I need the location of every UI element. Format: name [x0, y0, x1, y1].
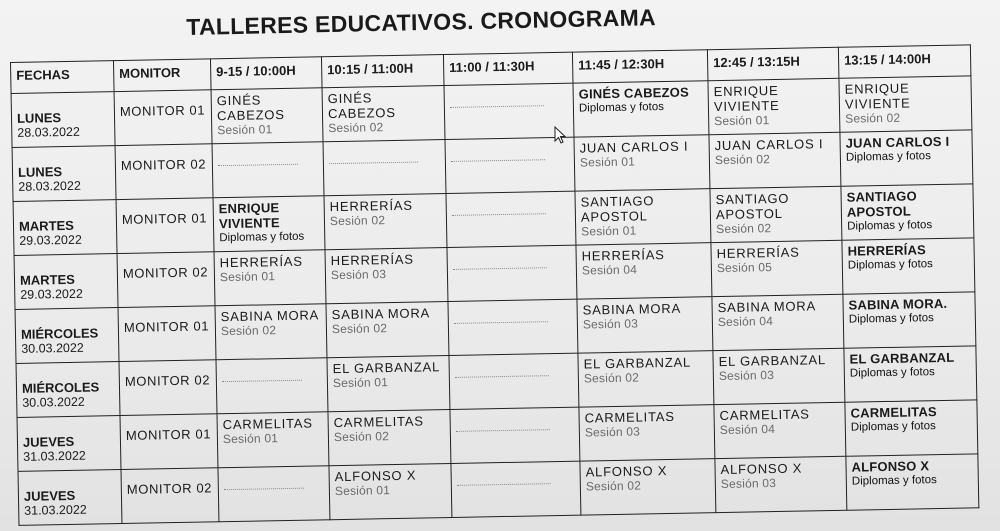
session-label: Sesión 02: [328, 120, 384, 136]
header-slot-5: 12:45 / 13:15H: [707, 47, 839, 80]
session-cell: [216, 358, 328, 414]
schedule-table: [10, 44, 979, 526]
school-name: SABINA MORA.: [848, 295, 948, 313]
day-label: LUNES: [16, 110, 62, 126]
session-cell: [449, 353, 579, 409]
monitor-label: MONITOR 02: [126, 480, 213, 497]
session-label: Sesión 01: [334, 483, 391, 499]
day-label: JUEVES: [22, 433, 75, 450]
session-label: Sesión 03: [582, 316, 639, 332]
session-cell: [575, 189, 711, 245]
monitor-cell: [118, 306, 216, 362]
monitor-cell: [114, 90, 212, 146]
diplomas-label: Diplomas y fotos: [847, 258, 933, 272]
date-cell: [11, 92, 115, 148]
diplomas-label: Diplomas y fotos: [849, 366, 935, 380]
session-label: Sesión 01: [581, 223, 637, 239]
schedule-body: [11, 76, 979, 526]
session-label: Sesión 04: [717, 314, 774, 330]
monitor-label: MONITOR 01: [121, 210, 208, 227]
school-name: SABINA MORA: [331, 305, 431, 323]
session-label: Sesión 02: [331, 321, 388, 337]
monitor-cell: [115, 144, 213, 200]
session-cell: [711, 240, 843, 296]
session-cell: [574, 135, 710, 191]
session-label: Sesión 02: [329, 213, 386, 229]
session-cell: [214, 250, 326, 306]
school-name: EL GARBANZAL: [849, 349, 955, 367]
school-name: SABINA MORA: [582, 300, 682, 318]
session-label: Sesión 03: [720, 476, 777, 492]
day-label: MIÉRCOLES: [21, 379, 100, 396]
session-label: Sesión 01: [222, 431, 279, 447]
day-label: MIÉRCOLES: [20, 325, 99, 342]
school-name: HERRERÍAS: [847, 242, 927, 259]
monitor-label: MONITOR 02: [120, 156, 207, 173]
session-cell: [573, 81, 709, 137]
school-name: ENRIQUE VIVIENTE: [218, 200, 280, 232]
session-cell: [328, 409, 451, 465]
session-cell: [846, 454, 979, 510]
date-label: 31.03.2022: [24, 502, 87, 518]
school-name: ALFONSO X: [720, 460, 803, 478]
session-label: Sesión 04: [719, 422, 776, 438]
session-cell: [841, 184, 974, 240]
session-label: Sesión 05: [716, 260, 773, 276]
header-monitor: MONITOR: [113, 59, 211, 92]
date-cell: [15, 308, 119, 364]
session-cell: [448, 299, 578, 355]
session-label: Sesión 02: [220, 323, 277, 339]
school-name: GINÉS CABEZOS: [327, 90, 396, 122]
school-name: HERRERÍAS: [219, 253, 303, 271]
session-label: Sesión 01: [332, 375, 389, 391]
empty-slot-line: [329, 162, 418, 165]
diplomas-label: Diplomas y fotos: [850, 420, 936, 434]
empty-slot-line: [450, 105, 544, 108]
session-label: Sesión 01: [579, 154, 636, 170]
monitor-cell: [120, 414, 218, 470]
day-label: JUEVES: [23, 487, 76, 504]
diplomas-label: Diplomas y fotos: [851, 474, 937, 488]
school-name: EL GARBANZAL: [718, 352, 827, 370]
session-cell: [447, 245, 577, 301]
session-cell: [329, 463, 452, 519]
session-cell: [579, 405, 715, 461]
session-label: Sesión 03: [584, 424, 641, 440]
session-cell: [218, 466, 330, 522]
session-label: Sesión 02: [845, 110, 901, 126]
header-slot-2: 10:15 / 11:00H: [321, 55, 444, 88]
school-name: SANTIAGO APOSTOL: [846, 188, 917, 220]
date-label: 28.03.2022: [17, 124, 80, 140]
school-name: ALFONSO X: [851, 458, 930, 475]
school-name: ALFONSO X: [334, 467, 417, 485]
header-slot-4: 11:45 / 12:30H: [572, 50, 708, 83]
school-name: JUAN CARLOS I: [845, 133, 950, 151]
school-name: SABINA MORA: [220, 307, 320, 325]
session-label: Sesión 02: [716, 221, 772, 237]
session-cell: [580, 459, 716, 515]
session-cell: [578, 351, 714, 407]
session-cell: [715, 456, 847, 512]
date-cell: [18, 470, 122, 526]
session-cell: [840, 130, 973, 186]
session-cell: [714, 402, 846, 458]
date-cell: [13, 200, 117, 256]
session-label: Sesión 02: [585, 478, 642, 494]
schedule-table-wrapper: [10, 44, 979, 526]
empty-slot-line: [222, 380, 302, 382]
school-name: CARMELITAS: [719, 406, 810, 424]
session-cell: [710, 186, 842, 242]
school-name: ALFONSO X: [585, 463, 668, 480]
session-cell: [215, 304, 327, 360]
empty-slot-line: [454, 321, 548, 324]
session-cell: [445, 137, 575, 193]
monitor-cell: [121, 468, 219, 524]
date-label: 29.03.2022: [19, 232, 82, 248]
session-cell: [323, 140, 446, 196]
session-cell: [322, 86, 445, 142]
session-label: Sesión 01: [219, 269, 276, 285]
session-label: Sesión 02: [333, 429, 390, 445]
diplomas-label: Diplomas y fotos: [847, 219, 933, 233]
session-label: Sesión 03: [718, 368, 775, 384]
session-cell: [843, 292, 976, 348]
monitor-label: MONITOR 02: [124, 372, 211, 389]
school-name: SABINA MORA: [717, 298, 817, 316]
diplomas-label: Diplomas y fotos: [848, 312, 934, 326]
date-label: 31.03.2022: [23, 448, 86, 464]
school-name: CARMELITAS: [584, 408, 675, 426]
session-cell: [577, 297, 713, 353]
session-label: Sesión 01: [714, 113, 770, 129]
school-name: GINÉS CABEZOS: [216, 92, 285, 124]
monitor-label: MONITOR 01: [119, 102, 206, 119]
monitor-cell: [116, 198, 214, 254]
school-name: CARMELITAS: [850, 404, 937, 421]
session-cell: [324, 194, 447, 250]
mouse-cursor-icon: [554, 126, 566, 144]
session-label: Sesión 02: [714, 152, 771, 168]
school-name: HERRERÍAS: [329, 197, 413, 215]
date-cell: [17, 416, 121, 472]
empty-slot-line: [457, 483, 551, 486]
school-name: HERRERÍAS: [330, 251, 414, 269]
empty-slot-line: [451, 159, 545, 162]
session-cell: [576, 243, 712, 299]
session-label: Sesión 02: [583, 370, 640, 386]
session-cell: [212, 142, 324, 198]
school-name: GINÉS CABEZOS: [578, 84, 690, 102]
date-label: 29.03.2022: [20, 286, 83, 302]
school-name: ENRIQUE VIVIENTE: [713, 82, 780, 115]
monitor-cell: [119, 360, 217, 416]
session-cell: [446, 191, 576, 247]
monitor-label: MONITOR 02: [122, 264, 209, 281]
session-cell: [325, 248, 448, 304]
monitor-label: MONITOR 01: [123, 318, 210, 335]
school-name: HERRERÍAS: [581, 247, 665, 264]
session-cell: [217, 412, 329, 468]
session-cell: [709, 132, 841, 188]
day-label: MARTES: [18, 217, 75, 234]
session-cell: [450, 407, 580, 463]
empty-slot-line: [218, 164, 298, 166]
empty-slot-line: [455, 375, 549, 378]
session-cell: [839, 76, 972, 132]
session-cell: [842, 238, 975, 294]
school-name: HERRERÍAS: [716, 244, 800, 262]
school-name: ENRIQUE VIVIENTE: [844, 80, 911, 112]
school-name: JUAN CARLOS I: [579, 138, 689, 156]
session-cell: [708, 78, 840, 134]
header-slot-6: 13:15 / 14:00H: [838, 45, 971, 78]
session-cell: [845, 400, 978, 456]
school-name: JUAN CARLOS I: [714, 136, 824, 154]
day-label: LUNES: [17, 164, 63, 180]
day-label: MARTES: [19, 271, 76, 288]
session-label: Sesión 03: [330, 267, 387, 283]
school-name: CARMELITAS: [222, 415, 313, 433]
session-cell: [713, 348, 845, 404]
diplomas-label: Diplomas y fotos: [845, 150, 932, 164]
header-slot-3: 11:00 / 11:30H: [443, 52, 573, 85]
session-label: Sesión 01: [217, 122, 273, 138]
empty-slot-line: [452, 213, 546, 216]
monitor-label: MONITOR 01: [125, 426, 212, 443]
empty-slot-line: [456, 429, 550, 432]
empty-slot-line: [453, 267, 547, 270]
session-cell: [211, 88, 323, 144]
session-label: Sesión 04: [581, 262, 638, 278]
date-label: 30.03.2022: [22, 394, 85, 410]
session-cell: [326, 302, 449, 358]
page-title: TALLERES EDUCATIVOS. CRONOGRAMA: [186, 4, 657, 40]
date-cell: [14, 254, 118, 310]
header-slot-1: 9-15 / 10:00H: [210, 57, 322, 90]
school-name: EL GARBANZAL: [583, 354, 692, 372]
session-cell: [451, 461, 581, 517]
session-cell: [213, 196, 325, 252]
school-name: CARMELITAS: [333, 413, 424, 431]
monitor-cell: [117, 252, 215, 308]
session-cell: [844, 346, 977, 402]
session-cell: [327, 356, 450, 412]
date-cell: [12, 146, 116, 202]
empty-slot-line: [224, 488, 304, 490]
diplomas-label: Diplomas y fotos: [578, 101, 665, 115]
date-label: 28.03.2022: [18, 178, 81, 194]
school-name: SANTIAGO APOSTOL: [580, 193, 655, 225]
date-label: 30.03.2022: [21, 340, 84, 356]
school-name: SANTIAGO APOSTOL: [715, 190, 790, 223]
header-fechas: FECHAS: [11, 61, 115, 94]
diplomas-label: Diplomas y fotos: [219, 230, 305, 245]
date-cell: [16, 362, 120, 418]
school-name: EL GARBANZAL: [332, 359, 441, 377]
session-cell: [712, 294, 844, 350]
